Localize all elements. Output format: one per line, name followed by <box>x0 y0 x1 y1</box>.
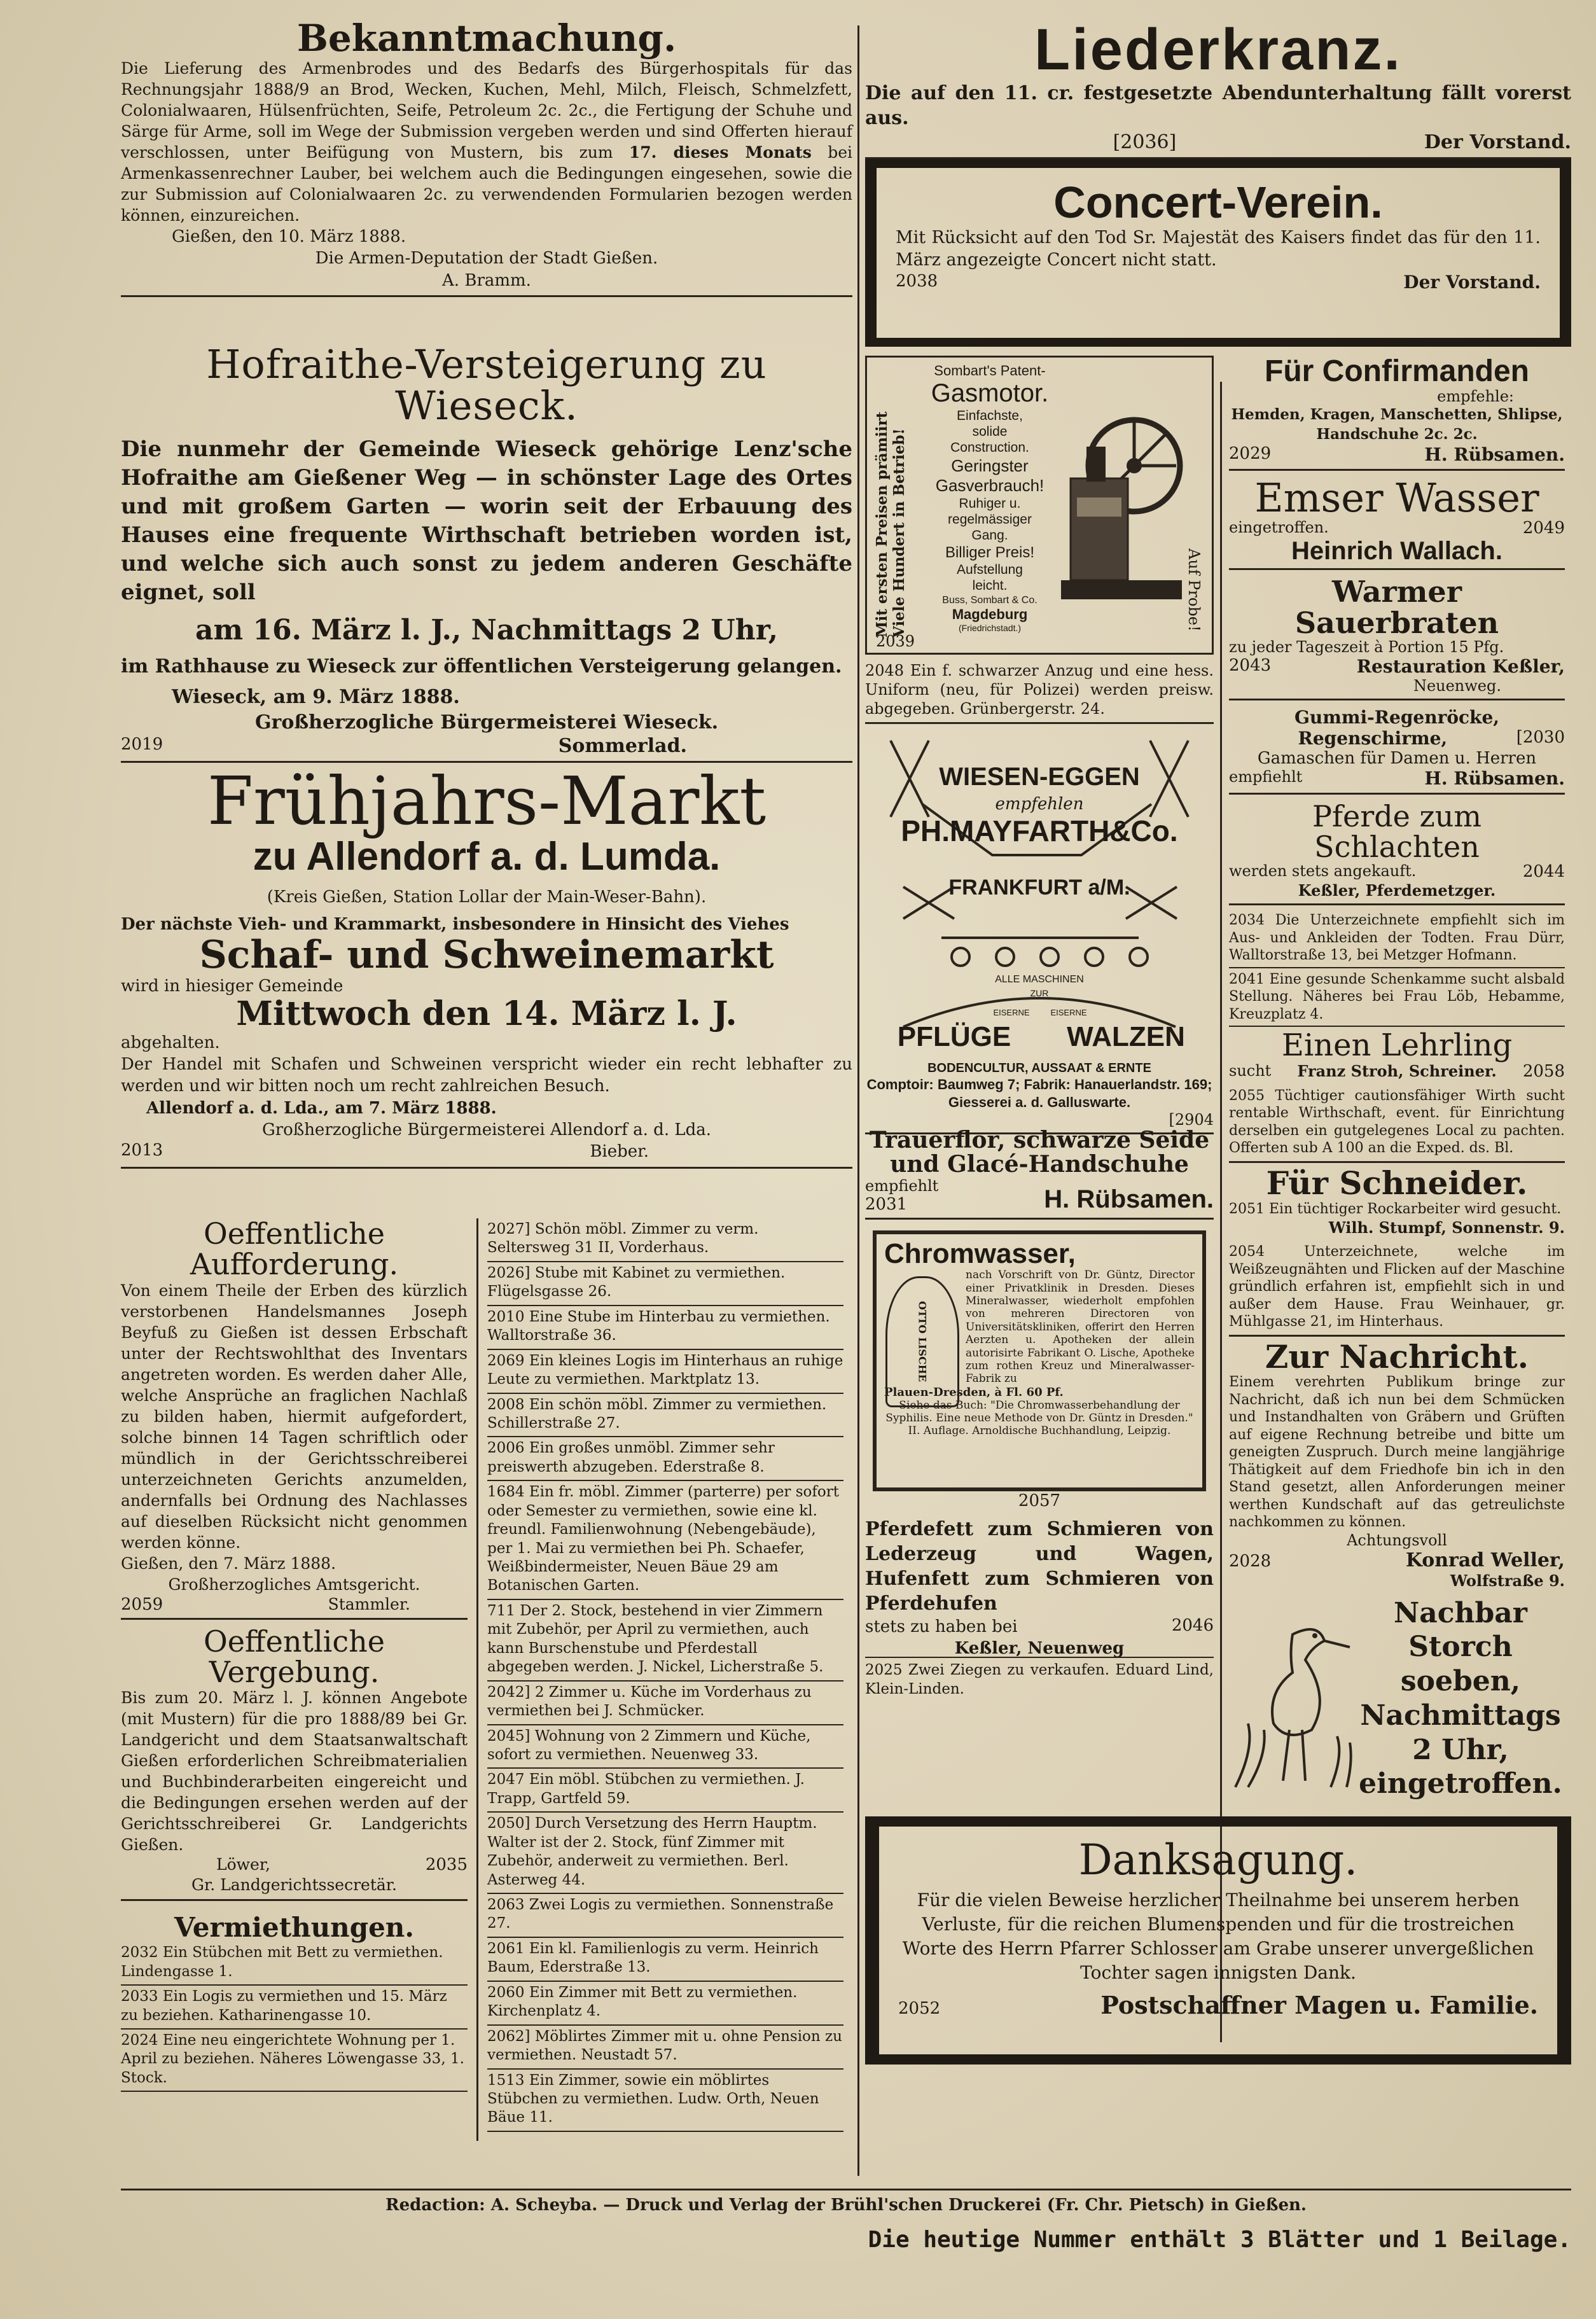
ad-role: Gr. Landgerichtssecretär. <box>191 1876 397 1895</box>
list-item: 2050] Durch Versetzung des Herrn Hauptm. Walter ist der 2. Stock, fünf Zimmer mit Zubehör, anderweit zu vermiethen. Berl. Asterweg 44. <box>487 1813 843 1894</box>
ad-number: 2057 <box>1018 1491 1061 1510</box>
mayfarth-bottom: BODENCULTUR, AUSSAAT & ERNTE <box>927 1061 1151 1075</box>
list-item: 2069 Ein kleines Logis im Hinterhaus an ruhige Leute zu vermiethen. Marktplatz 13. <box>487 1350 843 1394</box>
ad-note: (Kreis Gießen, Station Lollar der Main-Weser-Bahn). <box>267 888 707 907</box>
list-item: 2026] Stube mit Kabinet zu vermiethen. Flügelsgasse 26. <box>487 1262 843 1306</box>
ad-line-1: Gummi-Regenröcke, <box>1294 706 1500 728</box>
ad-headline: Schaf- und Schweinemarkt <box>199 932 774 977</box>
ad-signer: Stammler. <box>328 1594 410 1613</box>
ad-text: Pferdefett zum Schmieren von Lederzeug und Wagen, Hufenfett zum Schmieren von Pferdehufen <box>865 1518 1214 1615</box>
ad-name: H. Rübsamen. <box>1044 1185 1214 1213</box>
ad-text: nach Vorschrift von Dr. Güntz, Director einer Privatklinik in Dresden. Dieses Mineralwasser, wiederholt empfohlen von mehreren Directoren von Universitätskliniken, offerirt den Herren Aerzten u. Apotheken der allein autorisirte Fabrikant O. Lische, Apotheke zum rothen Kreuz und Mineralwasser-Fabrik zu <box>966 1269 1195 1386</box>
ad-lehrling <box>1229 1029 1565 1080</box>
ad-pferde <box>1229 798 1565 906</box>
feature-line: solide <box>972 424 1008 440</box>
ad-number: 2035 <box>425 1855 468 1875</box>
ad-name: Restauration Keßler, <box>1356 655 1565 677</box>
ad-name: Konrad Weller, <box>1405 1549 1565 1571</box>
ad-number: 2019 <box>121 735 163 755</box>
ad-emser-wasser <box>1229 477 1565 570</box>
lower-left-block <box>121 1218 852 2141</box>
ad-number: 2058 <box>1522 1061 1565 1081</box>
label-empfehlen: empfehlen <box>995 795 1084 814</box>
far-right-subcolumn <box>1220 356 1565 1806</box>
ad-title: Oeffentliche Aufforderung. <box>190 1216 399 1282</box>
ad-street: Neuenweg. <box>1413 676 1501 695</box>
ad-text-4: Der Handel mit Schafen und Schweinen verspricht wieder ein recht lebhafter zu werden und wir bitten noch um recht zahlreichen Besuch. <box>121 1055 852 1096</box>
ad-date-line: Mittwoch den 14. März l. J. <box>236 994 737 1034</box>
ad-nachricht <box>1229 1337 1565 1590</box>
bottle-label-illustration <box>885 1276 959 1407</box>
notices-subcolumn <box>121 1218 478 2141</box>
ad-text: Für die vielen Beweise herzlicher Theilnahme bei unserem herben Verluste, für die reichen Blumenspenden und für die trostreichen Worte des Herrn Pfarrer Schlosser am Grabe unserer unvergeßlichen Tochter sagen innigsten Dank. <box>902 1890 1534 1983</box>
ad-title: Für Schneider. <box>1266 1164 1528 1202</box>
ad-line-2: Regenschirme, <box>1298 727 1448 749</box>
ad-number: 2043 <box>1229 655 1272 675</box>
label-frankfurt: FRANKFURT a/M. <box>948 875 1130 900</box>
ad-chromwasser <box>865 1230 1214 1510</box>
ad-empf: empfiehlt <box>865 1176 939 1195</box>
feature-line: Gasverbrauch! <box>935 475 1044 495</box>
mayfarth-address: Comptoir: Baumweg 7; Fabrik: Hanauerlandstr. 169; Giesserei a. d. Galluswarte. <box>866 1076 1212 1110</box>
ad-number: [2036] <box>1113 130 1177 153</box>
label-wiesen-eggen: WIESEN-EGGEN <box>939 763 1140 791</box>
ad-place-date: Allendorf a. d. Lda., am 7. März 1888. <box>146 1098 497 1118</box>
ad-deadline: 17. dieses Monats <box>628 143 812 162</box>
label-zur: ZUR <box>1030 988 1049 998</box>
ad-title: Pferde zum Schlachten <box>1312 798 1482 865</box>
ad-signer: Der Vorstand. <box>1424 130 1571 153</box>
ad-vermiethungen <box>121 1914 468 2092</box>
ad-schenkamme: 2041 Eine gesunde Schenkamme sucht alsbald Stellung. Näheres bei Frau Löb, Hebamme, Kreuzplatz 4. <box>1229 971 1565 1022</box>
right-column <box>865 19 1571 2071</box>
gasmotor-side-left: Mit ersten Preisen prämiirt Viele Hundert in Betrieb! <box>873 411 908 637</box>
ad-text: Die nunmehr der Gemeinde Wieseck gehörige Lenz'sche Hofraithe am Gießener Weg — in schönster Lage des Ortes und mit großem Garten — worin seit der Erbauung des Hauses eine frequente Wirthschaft betrieben worden ist, und welche sich auch sonst zu jedem anderen Geschäfte eignet, soll <box>121 436 852 605</box>
ad-anzug: 2048 Ein f. schwarzer Anzug und eine hess. Uniform (neu, für Polizei) werden preisw. abgegeben. Grünbergerstr. 24. <box>865 662 1214 718</box>
ad-title: Bekanntmachung. <box>296 17 677 60</box>
feature-line: Aufstellung <box>957 562 1023 578</box>
feature-line: Einfachste, <box>957 408 1023 423</box>
ad-name: Keßler, Pferdemetzger. <box>1298 881 1496 900</box>
ad-text: Die Lieferung des Armenbrodes und des Bedarfs des Bürgerhospitals für das Rechnungsjahr 1888/9 an Brod, Wecken, Kuchen, Mehl, Milch, Fleisch, Schmelzfett, Colonialwaaren, Hülsenfrüchten, Seife, Petroleum 2c. 2c., die Fertigung der Schuhe und Särge für Arme, soll im Wege der Submission vergeben werden und sind Offerten hierauf verschlossen, unter Beifügung von Mustern, bis zum <box>121 59 852 162</box>
ad-storch <box>1229 1596 1565 1800</box>
ad-signer: Löwer, <box>216 1855 270 1874</box>
ad-title: Frühjahrs-Markt <box>207 762 767 840</box>
ad-authority: Großherzogliche Bürgermeisterei Allendorf a. d. Lda. <box>261 1120 712 1140</box>
gasmotor-street: (Friedrichstadt.) <box>958 623 1022 634</box>
ad-text-2: im Rathhause zu Wieseck zur öffentlichen Versteigerung gelangen. <box>121 655 842 678</box>
label-company: PH.MAYFARTH&Co. <box>901 814 1178 847</box>
ad-name: H. Rübsamen. <box>1424 444 1565 466</box>
footer-imprint: Redaction: A. Scheyba. — Druck und Verlag der Brühl'schen Druckerei (Fr. Chr. Pietsch) in Gießen. <box>121 2189 1571 2215</box>
ad-name: Keßler, Neuenweg <box>954 1639 1125 1659</box>
ad-text: Einem verehrten Publikum bringe zur Nachricht, daß ich nun bei dem Schmücken und Instandhalten von Gräbern und Grüften auf eigene Rechnung betreibe und bitte um geneigten Zuspruch. Durch meine langjährige Thätigkeit auf dem Friedhofe bin ich in den Stand gesetzt, allen Anforderungen meiner werthen Kundschaft auf das getreulichste nachkommen zu können. <box>1229 1374 1565 1531</box>
ad-confirmanden <box>1229 356 1565 471</box>
ad-text: Der nächste Vieh- und Krammarkt, insbesondere in Hinsicht des Viehes <box>121 914 789 934</box>
storch-line: Storch soeben, <box>1400 1631 1521 1698</box>
list-item: 2060 Ein Zimmer mit Bett zu vermiethen. Kirchenplatz 4. <box>487 1982 843 2026</box>
feature-line: leicht. <box>972 578 1008 594</box>
ad-title: Trauerflor, schwarze Seide und Glacé-Handschuhe <box>869 1127 1210 1178</box>
bottle-label-text: OTTO LISCHE <box>916 1301 929 1382</box>
ad-bekanntmachung <box>121 19 852 337</box>
ad-date-line: am 16. März l. J., Nachmittags 2 Uhr, <box>195 614 779 647</box>
list-item: 2024 Eine neu eingerichtete Wohnung per 1. April zu beziehen. Näheres Löwengasse 33, 1. Stock. <box>121 2030 468 2092</box>
ad-name: Franz Stroh, Schreiner. <box>1297 1061 1497 1080</box>
feature-line: Gang. <box>971 528 1008 543</box>
ad-name: Wilh. Stumpf, Sonnenstr. 9. <box>1328 1218 1565 1237</box>
list-item: 2045] Wohnung von 2 Zimmern und Küche, sofort zu vermiethen. Neuenweg 33. <box>487 1725 843 1769</box>
ad-text-2: Siehe das Buch: "Die Chromwasserbehandlung der Syphilis. Eine neue Methode von Dr. Güntz in Dresden." II. Auflage. Arnoldische Buchhandlung, Leipzig. <box>885 1398 1193 1438</box>
ad-title: Oeffentliche Vergebung. <box>204 1624 385 1689</box>
ad-text: Die auf den 11. cr. festgesetzte Abendunterhaltung fällt vorerst aus. <box>865 81 1571 130</box>
ad-number: 2029 <box>1229 444 1272 464</box>
ad-ziegen: 2025 Zwei Ziegen zu verkaufen. Eduard Lind, Klein-Linden. <box>865 1662 1214 1698</box>
ad-authority: Großherzogliches Amtsgericht. <box>168 1575 420 1594</box>
ad-mayfarth <box>865 728 1214 1129</box>
ad-title: Einen Lehrling <box>1281 1027 1513 1064</box>
rental-list-right <box>487 1218 843 2141</box>
ad-text-2: wird in hiesiger Gemeinde <box>121 976 343 996</box>
ad-subtitle: zu Allendorf a. d. Lumda. <box>253 835 721 879</box>
ad-title: Hofraithe-Versteigerung zu Wieseck. <box>206 341 767 429</box>
ad-name: Heinrich Wallach. <box>1291 537 1502 566</box>
ad-empf: empfiehlt <box>1229 767 1303 786</box>
ad-line-3: Gamaschen für Damen u. Herren <box>1257 748 1537 768</box>
ad-number: 2059 <box>121 1594 163 1614</box>
ad-weisszeug: 2054 Unterzeichnete, welche im Weißzeugnähten und Flicken auf der Maschine gründlich erfahren ist, empfiehlt sich in und außer dem Hause. Frau Weinhauer, gr. Mühlgasse 21, im Hinterhaus. <box>1229 1244 1565 1330</box>
list-item: 2010 Eine Stube im Hinterbau zu vermiethen. Walltorstraße 36. <box>487 1306 843 1350</box>
list-item: 1684 Ein fr. möbl. Zimmer (parterre) per sofort oder Semester zu vermiethen, sowie eine kl. freundl. Familienwohnung (Nebengebäude), per 1. Mai zu vermiethen bei Ph. Schaefer, Weißbindermeister, Neuen Bäue 29 am Botanischen Garten. <box>487 1481 843 1600</box>
mayfarth-illustration <box>865 728 1214 1059</box>
ad-signer: Sommerlad. <box>558 735 687 758</box>
ad-sauerbraten <box>1229 576 1565 700</box>
ad-gasmotor <box>865 356 1214 655</box>
feature-line: Billiger Preis! <box>945 543 1035 561</box>
list-item: 1513 Ein Zimmer, sowie ein möblirtes Stübchen zu vermiethen. Ludw. Orth, Neuen Bäue 11. <box>487 2070 843 2132</box>
ad-text: Von einem Theile der Erben des kürzlich verstorbenen Handelsmannes Joseph Beyfuß zu Gießen ist dessen Erbschaft unter der Rechtswohlthat des Inventars angetreten worden. Es werden daher Alle, welche Ansprüche an fraglichen Nachlaß zu bilden haben, hiermit aufgefordert, solche binnen 14 Tagen schriftlich oder mündlich in der Gerichtsschreiberei unterzeichneten Gerichts anzumelden, andernfalls bei Ordnung des Nachlasses auf dieselben Rücksicht nicht genommen werden könne. <box>121 1281 468 1552</box>
ad-text: eingetroffen. <box>1229 519 1329 537</box>
right-lower <box>865 356 1571 1806</box>
ad-ankleiden: 2034 Die Unterzeichnete empfiehlt sich im Aus- und Ankleiden der Todten. Frau Dürr, Walltorstraße 13, bei Metzger Hofmann. <box>1229 912 1565 964</box>
ad-name: H. Rübsamen. <box>1424 767 1565 789</box>
ad-aufforderung <box>121 1218 468 1620</box>
list-item: 2008 Ein schön möbl. Zimmer zu vermiethen. Schillerstraße 27. <box>487 1394 843 1438</box>
ad-title: Warmer Sauerbraten <box>1294 575 1499 640</box>
ad-authority: Die Armen-Deputation der Stadt Gießen. <box>315 249 658 268</box>
gasmotor-maker: Buss, Sombart & Co. <box>942 594 1037 606</box>
ad-greeting: Achtungsvoll <box>1347 1531 1447 1549</box>
ad-number: 2039 <box>876 632 915 650</box>
stork-illustration <box>1229 1596 1356 1793</box>
list-item: 2062] Möblirtes Zimmer mit u. ohne Pension zu vermiethen. Neustadt 57. <box>487 2026 843 2070</box>
list-item: 711 Der 2. Stock, bestehend in vier Zimmern mit Zubehör, per April zu vermiethen, auch kann Burschenstube und Pferdestall abgegeben werden. J. Nickel, Licherstraße 5. <box>487 1600 843 1682</box>
ad-hofraithe <box>121 341 852 760</box>
ad-number: [2904 <box>1169 1111 1214 1129</box>
storch-line: eingetroffen. <box>1359 1767 1562 1800</box>
ad-number: 2013 <box>121 1141 163 1160</box>
list-item: 2047 Ein möbl. Stübchen zu vermiethen. J. Trapp, Gartfeld 59. <box>487 1769 843 1813</box>
ad-pferdefett <box>865 1517 1214 1659</box>
ad-title: Chromwasser, <box>884 1238 1076 1269</box>
ad-place-date: Wieseck, am 9. März 1888. <box>172 686 460 709</box>
ad-number: 2044 <box>1522 862 1565 882</box>
ad-street: Wolfstraße 9. <box>1450 1571 1565 1590</box>
ad-danksagung <box>865 1816 1571 2065</box>
ad-empf: empfehle: <box>1437 387 1514 406</box>
storch-line: Nachbar <box>1394 1596 1527 1629</box>
ad-title: Concert-Verein. <box>1053 178 1383 227</box>
ad-text: Mit Rücksicht auf den Tod Sr. Majestät des Kaisers findet das für den 11. März angezeigte Concert nicht statt. <box>896 227 1541 270</box>
ad-fruehjahrsmarkt <box>121 762 852 1212</box>
storch-text <box>1356 1596 1565 1800</box>
list-item: 2061 Ein kl. Familienlogis zu verm. Heinrich Baum, Ederstraße 13. <box>487 1938 843 1982</box>
ad-text: zu jeder Tageszeit à Portion 15 Pfg. <box>1229 637 1504 656</box>
list-item: 2032 Ein Stübchen mit Bett zu vermiethen. Lindengasse 1. <box>121 1942 468 1986</box>
ad-text-3: abgehalten. <box>121 1033 220 1052</box>
ad-number: 2049 <box>1522 519 1565 538</box>
left-column <box>121 19 852 2141</box>
ad-vergebung <box>121 1626 468 1902</box>
list-item: 2033 Ein Logis zu vermiethen und 15. März zu beziehen. Katharinengasse 10. <box>121 1986 468 2030</box>
ad-text: Bis zum 20. März l. J. können Angebote (mit Mustern) für die pro 1888/89 bei Gr. Landgericht und dem Staatsanwaltschaft Gießen erforderlichen Schreibmaterialien und Buchbinderarbeiten eingereicht und die Bedingungen ersehen werden auf der Gerichtsschreiberei Gr. Landgerichts Gießen. <box>121 1689 468 1855</box>
gas-engine-illustration <box>1058 370 1185 625</box>
list-item: 2027] Schön möbl. Zimmer zu verm. Seltersweg 31 II, Vorderhaus. <box>487 1218 843 1262</box>
rental-list-left <box>121 1942 468 2092</box>
gasmotor-city: Magdeburg <box>952 606 1028 622</box>
ad-sucht: sucht <box>1229 1061 1272 1080</box>
feature-line: Geringster <box>951 456 1029 475</box>
ad-title: Für Confirmanden <box>1265 354 1529 388</box>
ad-title: Vermiethungen. <box>174 1912 414 1944</box>
label-alle-maschinen: ALLE MASCHINEN <box>995 974 1084 985</box>
ad-trauerflor <box>865 1129 1214 1224</box>
feature-line: Construction. <box>950 440 1029 456</box>
storch-line: Nachmittags <box>1360 1699 1561 1732</box>
ad-signer: Bieber. <box>590 1142 649 1162</box>
ad-text: 2051 Ein tüchtiger Rockarbeiter wird gesucht. <box>1229 1201 1562 1218</box>
ad-number: 2046 <box>1171 1616 1214 1635</box>
list-item: 2063 Zwei Logis zu vermiethen. Sonnenstraße 27. <box>487 1894 843 1938</box>
label-eiserne-2: EISERNE <box>1050 1008 1087 1017</box>
column-rule <box>857 25 859 2176</box>
gasmotor-features <box>917 408 1063 634</box>
feature-line: Ruhiger u. <box>959 496 1021 511</box>
storch-line: 2 Uhr, <box>1412 1733 1509 1766</box>
ad-title: Emser Wasser <box>1254 475 1539 522</box>
ad-number: 2031 <box>865 1194 908 1214</box>
ad-number: 2028 <box>1229 1551 1272 1571</box>
gasmotor-brand: Sombart's Patent- <box>934 363 1046 379</box>
ad-text-2: bei Armenkassenrechner Lauber, bei welchem auch die Bedingungen eingesehen, sowie die zur Submission auf Colonialwaaren 2c. zu verwendenden Formularien bezogen werden können, einzureichen. <box>121 143 852 225</box>
ad-gummi <box>1229 707 1565 795</box>
ad-title: Zur Nachricht. <box>1265 1337 1529 1375</box>
feature-line: regelmässiger <box>948 512 1032 527</box>
ad-wirth: 2055 Tüchtiger cautionsfähiger Wirth sucht rentable Wirthschaft, event. für Einrichtung derselben ein gutgelegenes Local zu pachten. Offerten sub A 100 an die Exped. ds. Bl. <box>1229 1087 1565 1157</box>
middle-subcolumn <box>865 356 1214 1806</box>
label-walzen: WALZEN <box>1067 1021 1185 1052</box>
label-pfluege: PFLÜGE <box>897 1021 1011 1052</box>
list-item: 2042] 2 Zimmer u. Küche im Vorderhaus zu vermiethen bei J. Schmücker. <box>487 1682 843 1725</box>
gasmotor-side-right: Auf Probe! <box>1185 548 1203 632</box>
ad-authority: Großherzogliche Bürgermeisterei Wieseck. <box>254 711 719 734</box>
ad-date: Gießen, den 10. März 1888. <box>172 226 406 246</box>
ad-liederkranz <box>865 19 1571 153</box>
footer-note: Die heutige Nummer enthält 3 Blätter und 1 Beilage. <box>868 2227 1571 2253</box>
ad-text: Hemden, Kragen, Manschetten, Shlipse, Handschuhe 2c. 2c. <box>1231 406 1563 443</box>
ad-schneider <box>1229 1164 1565 1237</box>
ad-place: Plauen-Dresden, à Fl. 60 Pf. <box>884 1385 1064 1399</box>
ad-text: werden stets angekauft. <box>1229 862 1417 881</box>
ad-concert-verein <box>865 159 1571 347</box>
ad-date: Gießen, den 7. März 1888. <box>121 1554 337 1573</box>
ad-title: Liederkranz. <box>1034 17 1402 82</box>
gasmotor-title: Gasmotor. <box>931 379 1049 407</box>
label-eiserne-1: EISERNE <box>993 1008 1030 1017</box>
ad-number: [2030 <box>1516 727 1565 747</box>
ad-stock: stets zu haben bei <box>865 1617 1018 1636</box>
ad-signer: A. Bramm. <box>442 270 531 290</box>
ad-signer: Der Vorstand. <box>1403 271 1541 293</box>
ad-number: 2052 <box>898 1999 941 2019</box>
ad-title: Danksagung. <box>1078 1835 1358 1884</box>
list-item: 2006 Ein großes unmöbl. Zimmer sehr preiswerth abzugeben. Ederstraße 8. <box>487 1437 843 1481</box>
ad-signer: Postschaffner Magen u. Familie. <box>1100 1991 1538 2020</box>
ad-number: 2038 <box>896 271 938 291</box>
